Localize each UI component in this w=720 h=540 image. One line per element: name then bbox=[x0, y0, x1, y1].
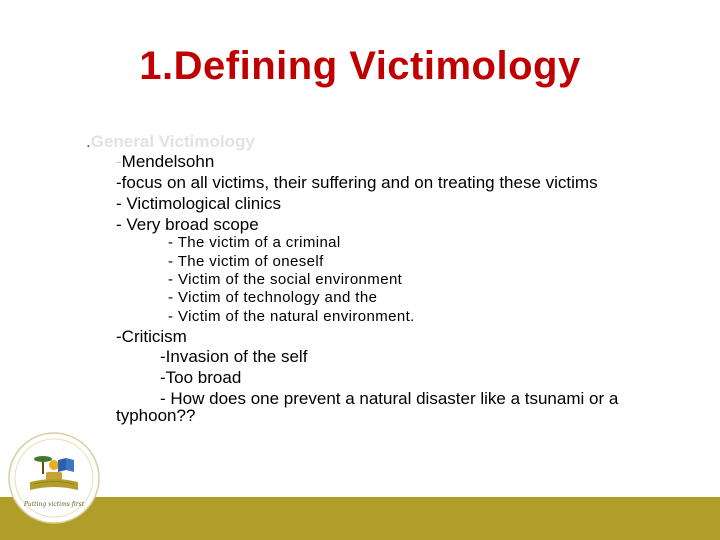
university-logo bbox=[8, 432, 100, 524]
line-broad-scope: - Very broad scope bbox=[116, 215, 259, 234]
criticism-continuation: typhoon?? bbox=[116, 406, 196, 425]
footer-bar bbox=[0, 497, 720, 540]
criticism-item: - How does one prevent a natural disaster like a tsunami or a bbox=[160, 389, 619, 408]
scope-item: - The victim of a criminal bbox=[168, 234, 341, 251]
criticism-item: -Invasion of the self bbox=[160, 347, 308, 366]
line-mendelsohn-dash: - bbox=[116, 152, 122, 171]
scope-item: - Victim of the social environment bbox=[168, 271, 403, 288]
scope-item: - Victim of technology and the bbox=[168, 289, 378, 306]
line-mendelsohn-text: Mendelsohn bbox=[121, 152, 215, 171]
line-focus: -focus on all victims, their suffering and on treating these victims bbox=[116, 173, 598, 192]
criticism-heading: -Criticism bbox=[116, 327, 187, 346]
criticism-item: -Too broad bbox=[160, 368, 242, 387]
slide-title: 1.Defining Victimology bbox=[139, 44, 581, 88]
line-clinics: - Victimological clinics bbox=[116, 194, 282, 213]
logo-motto: Putting victims first bbox=[23, 501, 85, 508]
scope-item: - The victim of oneself bbox=[168, 253, 324, 270]
scope-item: - Victim of the natural environment. bbox=[168, 308, 415, 325]
section-heading-text: General Victimology bbox=[90, 132, 255, 151]
section-heading bbox=[86, 132, 255, 152]
line-mendelsohn bbox=[116, 152, 214, 172]
section-heading-bullet: . bbox=[86, 132, 91, 151]
